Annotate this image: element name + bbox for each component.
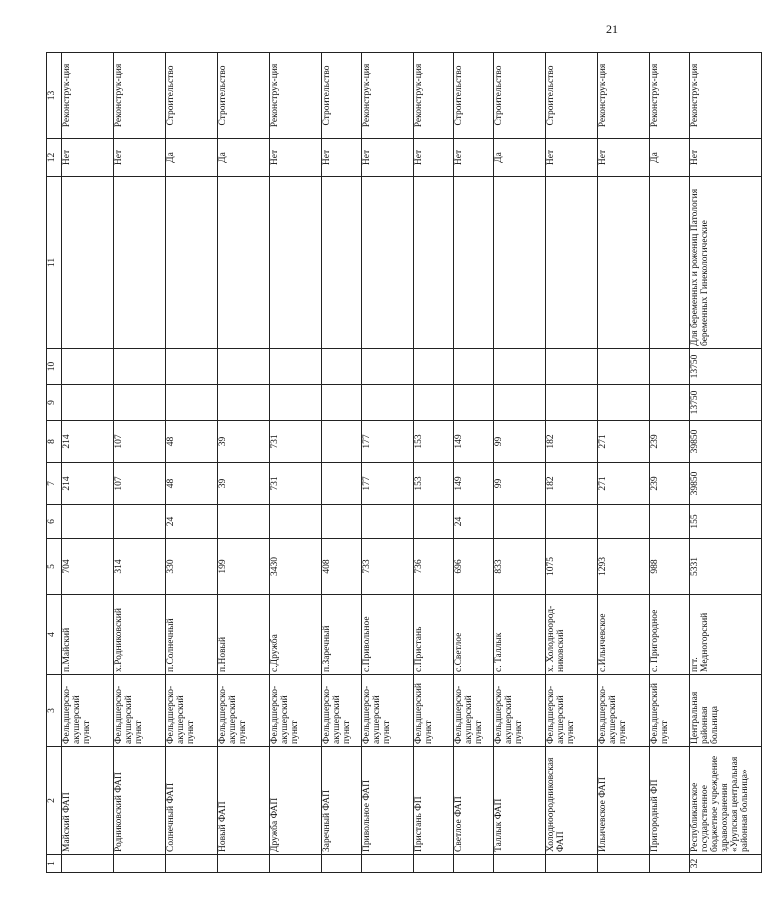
table-cell (546, 177, 598, 349)
table-cell: Новый ФАП (218, 747, 270, 855)
table-cell (322, 385, 362, 421)
header-row (47, 53, 62, 873)
table-cell: 214 (62, 421, 114, 463)
column-header: 1 (47, 855, 62, 873)
table-cell: Фельдшерско-акушерский пункт (270, 675, 322, 747)
column-header: 10 (47, 349, 62, 385)
table-row (218, 53, 270, 873)
table-cell: 696 (454, 539, 494, 595)
table-cell (650, 349, 690, 385)
table-cell (598, 385, 650, 421)
table-cell: п.Майский (62, 595, 114, 675)
table-cell: Фельдшерско-акушерский пункт (62, 675, 114, 747)
page-number: 21 (606, 22, 618, 36)
table-cell: Дружба ФАП (270, 747, 322, 855)
table-cell: 39850 (690, 421, 762, 463)
table-row (270, 53, 322, 873)
table-row (322, 53, 362, 873)
table-cell: Таллык ФАП (494, 747, 546, 855)
table-cell (362, 505, 414, 539)
table-cell: с.Привольное (362, 595, 414, 675)
table-cell: Холодноородниковская ФАП (546, 747, 598, 855)
table-cell: Нет (270, 139, 322, 177)
table-row (414, 53, 454, 873)
table-cell: 833 (494, 539, 546, 595)
table-cell: с.Ильичевское (598, 595, 650, 675)
table-cell: Нет (690, 139, 762, 177)
table-cell: Да (650, 139, 690, 177)
column-header: 9 (47, 385, 62, 421)
table-cell (454, 349, 494, 385)
table-cell: Заречный ФАП (322, 747, 362, 855)
column-header: 6 (47, 505, 62, 539)
facilities-table (46, 52, 762, 873)
table-cell (270, 855, 322, 873)
table-cell: с. Таллык (494, 595, 546, 675)
table-cell (362, 177, 414, 349)
table-cell (494, 505, 546, 539)
table-cell (270, 177, 322, 349)
table-cell: Реконструк-ция (270, 53, 322, 139)
table-cell (114, 385, 166, 421)
table-cell: Реконструк-ция (690, 53, 762, 139)
table-cell: 149 (454, 463, 494, 505)
table-cell: Да (218, 139, 270, 177)
table-cell (322, 421, 362, 463)
table-cell (114, 505, 166, 539)
table-cell: Нет (414, 139, 454, 177)
table-cell: Центральная районная больница (690, 675, 762, 747)
table-cell: Реконструк-ция (414, 53, 454, 139)
table-cell: 199 (218, 539, 270, 595)
table-cell: 1293 (598, 539, 650, 595)
table-cell: Светлое ФАП (454, 747, 494, 855)
column-header: 2 (47, 747, 62, 855)
table-cell (650, 505, 690, 539)
table-cell: 39 (218, 463, 270, 505)
table-cell (114, 855, 166, 873)
table-cell: 214 (62, 463, 114, 505)
table-row (454, 53, 494, 873)
table-cell (322, 349, 362, 385)
table-cell (494, 177, 546, 349)
table-row (598, 53, 650, 873)
table-cell (494, 385, 546, 421)
table-cell: Да (166, 139, 218, 177)
column-header: 4 (47, 595, 62, 675)
table-cell (114, 177, 166, 349)
table-row (362, 53, 414, 873)
table-cell: 39 (218, 421, 270, 463)
table-cell: 99 (494, 421, 546, 463)
table-cell: 239 (650, 421, 690, 463)
table-cell: Фельдшерский пункт (650, 675, 690, 747)
table-cell: Привольное ФАП (362, 747, 414, 855)
table-cell: Строительство (454, 53, 494, 139)
table-cell (166, 349, 218, 385)
table-cell: х. Холодноород-никовский (546, 595, 598, 675)
table-cell: Нет (114, 139, 166, 177)
table-cell: Реконструк-ция (598, 53, 650, 139)
table-cell: Фельдшерско-акушерский пункт (114, 675, 166, 747)
table-cell: 24 (166, 505, 218, 539)
table-cell: 182 (546, 421, 598, 463)
table-cell: Фельдшерско-акушерский пункт (218, 675, 270, 747)
table-cell (322, 177, 362, 349)
table-cell (270, 349, 322, 385)
table-cell: Для беременных и рожениц Патология беременных Гинекологические (690, 177, 762, 349)
table-cell (166, 855, 218, 873)
table-cell: Нет (62, 139, 114, 177)
table-cell: Фельдшерско-акушерский пункт (494, 675, 546, 747)
table-cell: Строительство (322, 53, 362, 139)
table-cell (218, 349, 270, 385)
column-header: 7 (47, 463, 62, 505)
table-cell (62, 177, 114, 349)
table-cell: пгт. Медногорский (690, 595, 762, 675)
table-cell: с. Пригородное (650, 595, 690, 675)
table-cell: Нет (546, 139, 598, 177)
table-cell: Фельдшерско-акушерский пункт (166, 675, 218, 747)
table-cell: 107 (114, 421, 166, 463)
table-cell (362, 385, 414, 421)
table-cell (414, 855, 454, 873)
table-cell: 48 (166, 421, 218, 463)
table-cell (598, 855, 650, 873)
table-cell (62, 385, 114, 421)
table-row (690, 53, 762, 873)
table-cell: Фельдшерский пункт (414, 675, 454, 747)
table-cell: 13750 (690, 349, 762, 385)
table-cell: 177 (362, 463, 414, 505)
table-cell (322, 505, 362, 539)
table-row (546, 53, 598, 873)
column-header: 11 (47, 177, 62, 349)
table-cell: 271 (598, 421, 650, 463)
table-cell: Да (494, 139, 546, 177)
table-cell: Фельдшерско-акушерский пункт (454, 675, 494, 747)
table-cell: 153 (414, 463, 454, 505)
table-cell: х.Родниковский (114, 595, 166, 675)
column-header: 13 (47, 53, 62, 139)
table-cell (598, 505, 650, 539)
table-row (494, 53, 546, 873)
table-cell: 99 (494, 463, 546, 505)
table-cell (650, 177, 690, 349)
table-cell: 177 (362, 421, 414, 463)
table-cell: Фельдшерско-акушерский пункт (322, 675, 362, 747)
table-cell (362, 349, 414, 385)
table-cell: Майский ФАП (62, 747, 114, 855)
column-header: 12 (47, 139, 62, 177)
table-cell: 704 (62, 539, 114, 595)
table-cell (546, 505, 598, 539)
table-cell: 39850 (690, 463, 762, 505)
table-cell: 155 (690, 505, 762, 539)
table-cell: Реконструк-ция (62, 53, 114, 139)
table-cell (650, 855, 690, 873)
table-cell: 408 (322, 539, 362, 595)
table-cell: Пристань ФП (414, 747, 454, 855)
table-cell: 3430 (270, 539, 322, 595)
table-cell (546, 349, 598, 385)
table-cell: Фельдшерско-акушерский пункт (546, 675, 598, 747)
table-cell: Ильичевское ФАП (598, 747, 650, 855)
table-cell: 13750 (690, 385, 762, 421)
table-cell (454, 385, 494, 421)
table-cell: 24 (454, 505, 494, 539)
table-cell: Реконструк-ция (362, 53, 414, 139)
table-cell: Солнечный ФАП (166, 747, 218, 855)
table-cell (598, 349, 650, 385)
table-cell: Строительство (494, 53, 546, 139)
table-cell: 330 (166, 539, 218, 595)
table-row (650, 53, 690, 873)
table-cell: Нет (454, 139, 494, 177)
table-cell (414, 177, 454, 349)
column-header: 8 (47, 421, 62, 463)
table-cell: Пригородный ФП (650, 747, 690, 855)
table-cell: Строительство (166, 53, 218, 139)
table-cell: Реконструк-ция (650, 53, 690, 139)
table-cell (414, 505, 454, 539)
table-cell: Нет (598, 139, 650, 177)
table-cell (218, 505, 270, 539)
table-cell (650, 385, 690, 421)
table-cell (414, 385, 454, 421)
table-cell: 731 (270, 463, 322, 505)
table-cell: 988 (650, 539, 690, 595)
column-header: 5 (47, 539, 62, 595)
table-cell: Фельдшерско-акушерский пункт (598, 675, 650, 747)
table-cell: п.Солнечный (166, 595, 218, 675)
table-cell (494, 349, 546, 385)
table-cell (454, 177, 494, 349)
table-cell: п.Заречный (322, 595, 362, 675)
rotated-table-wrapper (46, 31, 750, 873)
table-cell: Нет (322, 139, 362, 177)
table-cell: Строительство (546, 53, 598, 139)
table-cell: 239 (650, 463, 690, 505)
table-cell (166, 177, 218, 349)
table-cell (414, 349, 454, 385)
table-cell: Родниковский ФАП (114, 747, 166, 855)
table-cell: 5331 (690, 539, 762, 595)
table-cell (546, 385, 598, 421)
column-header: 3 (47, 675, 62, 747)
table-cell: 736 (414, 539, 454, 595)
table-cell: Фельдшерско-акушерский пункт (362, 675, 414, 747)
table-cell (166, 385, 218, 421)
table-cell (62, 349, 114, 385)
table-cell: 1075 (546, 539, 598, 595)
table-row (114, 53, 166, 873)
table-cell: 271 (598, 463, 650, 505)
table-cell: с.Светлое (454, 595, 494, 675)
table-row (166, 53, 218, 873)
table-cell (218, 385, 270, 421)
table-cell: 107 (114, 463, 166, 505)
table-cell (546, 855, 598, 873)
table-cell: с.Дружба (270, 595, 322, 675)
table-cell: 153 (414, 421, 454, 463)
table-cell (62, 855, 114, 873)
table-cell (454, 855, 494, 873)
table-cell (322, 463, 362, 505)
table-cell: Строительство (218, 53, 270, 139)
table-cell (62, 505, 114, 539)
table-cell: Нет (362, 139, 414, 177)
table-cell: 733 (362, 539, 414, 595)
table-cell (218, 177, 270, 349)
table-cell (362, 855, 414, 873)
table-cell (322, 855, 362, 873)
table-cell (270, 505, 322, 539)
table-cell: 149 (454, 421, 494, 463)
table-row (62, 53, 114, 873)
table-cell: 731 (270, 421, 322, 463)
table-cell: 314 (114, 539, 166, 595)
table-cell: п.Новый (218, 595, 270, 675)
table-cell (494, 855, 546, 873)
table-cell: Реконструк-ция (114, 53, 166, 139)
table-cell: 182 (546, 463, 598, 505)
table-cell (218, 855, 270, 873)
table-cell: Республиканское государственное бюджетное учреждение здравоохранения «Урупская центральная районная больница» (690, 747, 762, 855)
table-cell: 32 (690, 855, 762, 873)
table-cell: с.Пристань (414, 595, 454, 675)
table-cell (270, 385, 322, 421)
table-cell (598, 177, 650, 349)
table-cell: 48 (166, 463, 218, 505)
table-cell (114, 349, 166, 385)
